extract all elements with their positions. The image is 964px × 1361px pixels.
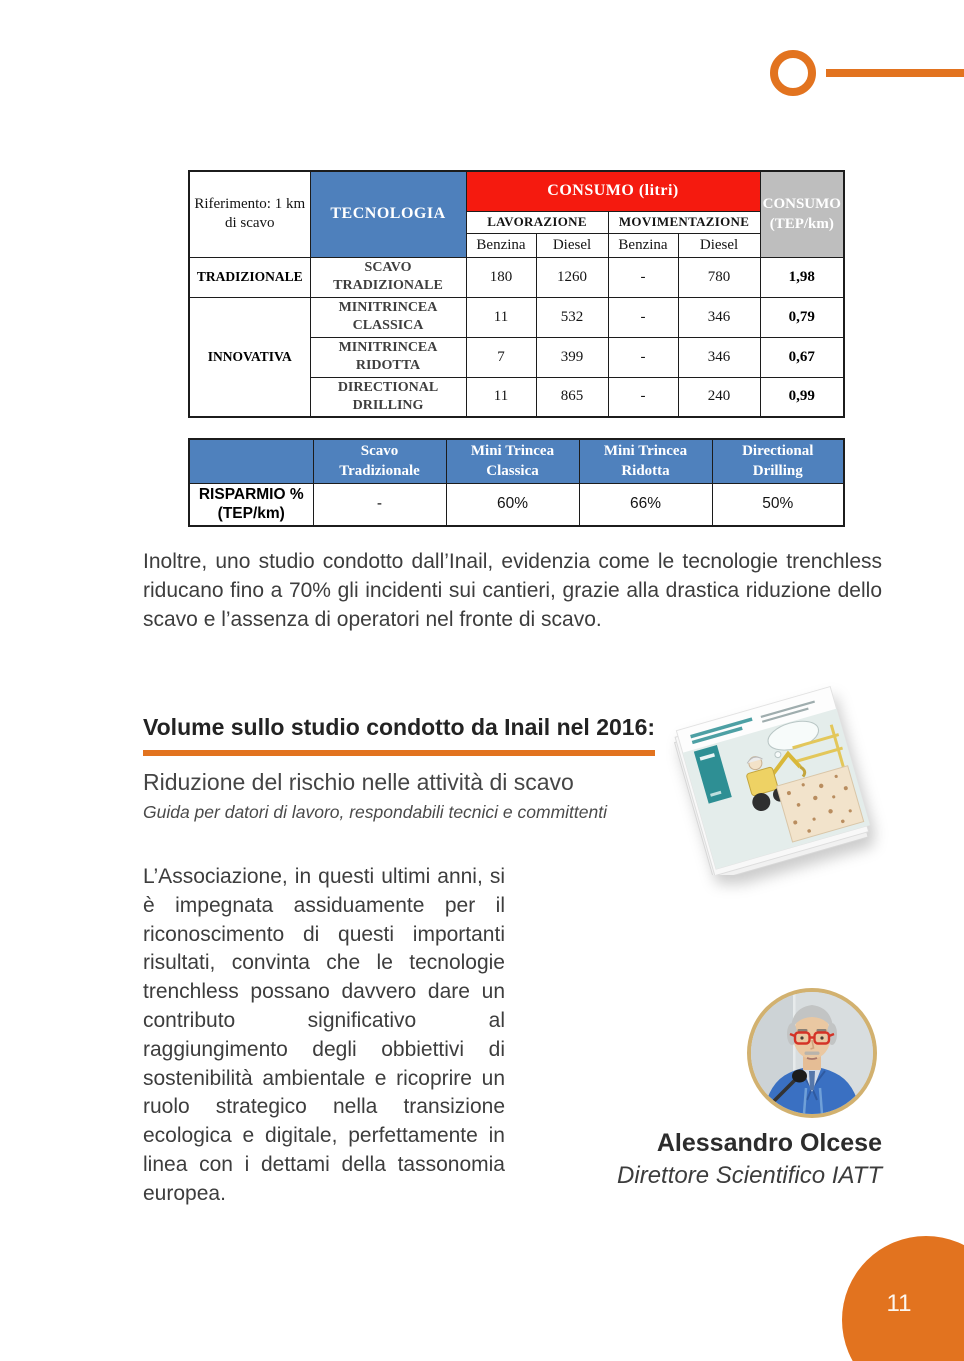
mustache <box>805 1052 820 1055</box>
table-header-lavorazione: LAVORAZIONE <box>466 211 608 233</box>
table-header-reference: Riferimento: 1 km di scavo <box>189 171 310 257</box>
table-header-fuel: Benzina <box>608 233 678 257</box>
cell-value: 1260 <box>536 257 608 297</box>
tie <box>809 1071 815 1090</box>
cell-value: - <box>608 257 678 297</box>
cell-tep: 0,79 <box>760 297 844 337</box>
table-row <box>189 257 844 297</box>
cell-value: 346 <box>678 337 760 377</box>
cell-tech: SCAVO TRADIZIONALE <box>310 257 466 297</box>
heading-underline <box>143 750 655 756</box>
cell-tech: MINITRINCEA RIDOTTA <box>310 337 466 377</box>
cell-value: - <box>608 297 678 337</box>
cell-category: TRADIZIONALE <box>189 257 310 297</box>
portrait-photo <box>747 988 877 1118</box>
section-heading: Volume sullo studio condotto da Inail nel 2016: <box>143 714 656 740</box>
table-header-fuel: Diesel <box>536 233 608 257</box>
ring-icon <box>770 50 816 96</box>
cell-value: 399 <box>536 337 608 377</box>
book-cover-image <box>652 680 900 875</box>
cell-value: - <box>608 377 678 417</box>
cell-tech: MINITRINCEA CLASSICA <box>310 297 466 337</box>
photo-caption <box>482 1129 882 1190</box>
cell-value: 865 <box>536 377 608 417</box>
table-header-fuel: Benzina <box>466 233 536 257</box>
table-header-fuel: Diesel <box>678 233 760 257</box>
book-title: Riduzione del rischio nelle attività di scavo <box>143 769 574 795</box>
cell-value: 60% <box>446 484 579 526</box>
cell-value: 532 <box>536 297 608 337</box>
cell-value: 66% <box>579 484 712 526</box>
person-name: Alessandro Olcese <box>656 1129 882 1157</box>
intro-paragraph: Inoltre, uno studio condotto dall’Inail, evidenzia come le tecnologie trenchless riducano fino a 70% gli incidenti sui cantieri, grazie alla drastica riduzione dello scavo e l’assenza di operatori nel fronte di scavo. <box>143 550 882 631</box>
cell-value: 11 <box>466 377 536 417</box>
cell-tep: 0,67 <box>760 337 844 377</box>
cell-tep: 0,99 <box>760 377 844 417</box>
table-header: Mini Trincea Ridotta <box>579 439 712 484</box>
cell-tep: 1,98 <box>760 257 844 297</box>
consumption-table <box>188 170 845 418</box>
table-header: Directional Drilling <box>712 439 844 484</box>
cell-value: 780 <box>678 257 760 297</box>
cell-value: 240 <box>678 377 760 417</box>
association-paragraph: L’Associazione, in questi ultimi anni, si è impegnata assiduamente per il riconoscimento di questi importanti risultati, convinta che le tecnologie trenchless possano davvero dare un contributo significativo al raggiungimento degli obbiettivi di sostenibilità ambientale e ricoprire un ruolo strategico nella transizione ecologica e digitale, perfettamente in linea con i dettami della tassonomia europea. <box>143 865 505 1205</box>
table-header: Scavo Tradizionale <box>313 439 446 484</box>
cell-category: INNOVATIVA <box>189 297 310 417</box>
cell-value: 346 <box>678 297 760 337</box>
table-header-tecnologia: TECNOLOGIA <box>310 171 466 257</box>
page-number: 11 <box>886 1290 912 1317</box>
table-header: Mini Trincea Classica <box>446 439 579 484</box>
table-header-consumo-tep: CONSUMO (TEP/km) <box>760 171 844 257</box>
cell-row-label: RISPARMIO % (TEP/km) <box>189 484 313 526</box>
cell-blank <box>189 439 313 484</box>
person-role: Direttore Scientifico IATT <box>617 1162 882 1189</box>
cell-value: 180 <box>466 257 536 297</box>
cell-value: - <box>313 484 446 526</box>
cell-value: 7 <box>466 337 536 377</box>
table-header-movimentazione: MOVIMENTAZIONE <box>608 211 760 233</box>
cell-value: - <box>608 337 678 377</box>
horizontal-rule <box>826 69 964 77</box>
cell-value: 50% <box>712 484 844 526</box>
table-row <box>189 484 844 526</box>
cell-value: 11 <box>466 297 536 337</box>
book-subtitle: Guida per datori di lavoro, respondabili tecnici e committenti <box>143 802 607 822</box>
table-row <box>189 297 844 337</box>
savings-table <box>188 438 845 527</box>
table-header-consumo-litri: CONSUMO (litri) <box>466 171 760 211</box>
cell-tech: DIRECTIONAL DRILLING <box>310 377 466 417</box>
